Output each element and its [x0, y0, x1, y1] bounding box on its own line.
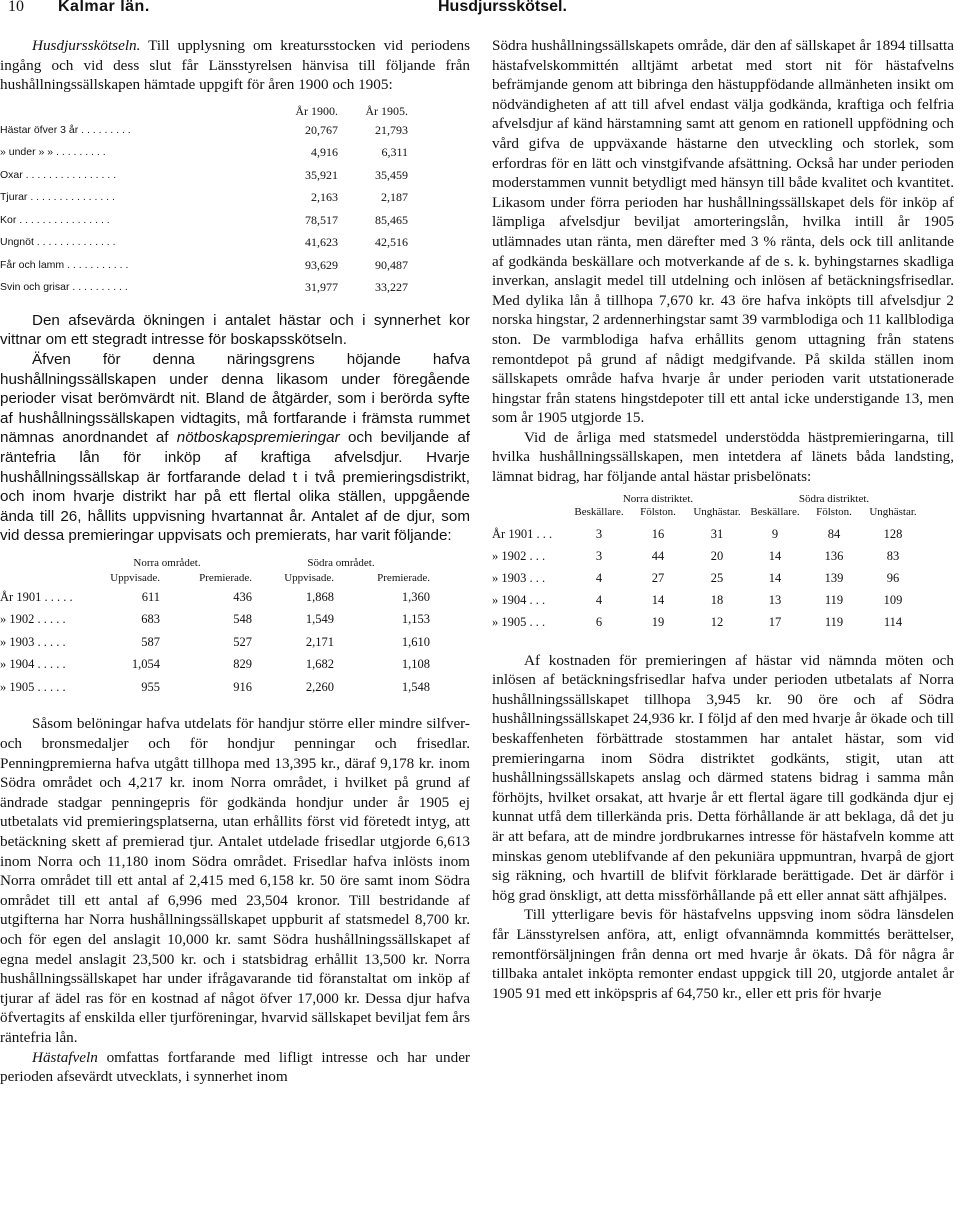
row-label: Kor . . . . . . . . . . . . . . . .	[0, 213, 110, 226]
cell: 2,171	[305, 634, 334, 649]
paragraph-text: Till upplysning om kreatursstocken vid periodens ingång och vid dess slut får Länsstyrelsen hänvisa till följande från hushållningssällskapen hämtade uppgift för åren 1900 och 1905:	[0, 37, 470, 94]
row-label: Hästar öfver 3 år . . . . . . . . .	[0, 123, 131, 136]
column-header: År 1900.	[295, 103, 338, 118]
cell: 41,623	[305, 235, 338, 250]
column-header: Fölston.	[816, 505, 852, 518]
cell: 136	[824, 548, 844, 563]
cell: 83	[886, 548, 900, 563]
table-row	[0, 631, 470, 654]
paragraph: Af kostnaden för premieringen af hästar vid nämnda möten och inlösen af betäckningsfrisedlar hafva under perioden utbetalats af Norra hushållningssällskapet tillhopa 3,945 kr. 90 öre och af Södra hushållningssällskapet 24,936 kr. I följd af den med hvarje år ökade och till beskaffenheten förbättrade stostammen har antalet hästar, som vid premieringarna inom Södra distriktet godkänts, stigit, utan att hushållningssällskapets anslag och därmed statens bidrag i samma mån förhöjts, hvilket orsakat, att hvarje år ett flertal ägare till godkända djur ej kunnat utfå dem tillerkända pris. Detta förhållande är att beklaga, då det ju är att befara, att de mindre jordbrukarnes intresse för hästafveln komme att minskas genom uteblifvande af den pekuniära uppmuntran, hvarpå de gjort sig räkning, och hvartill de blifvit förklarade berättigade. Det är därför i hög grad önskligt, att detta missförhållande på ett eller annat sätt afhjälpes.	[492, 651, 954, 904]
column-header: Fölston.	[640, 505, 676, 518]
cell: 1,360	[401, 589, 430, 604]
cell: 16	[651, 526, 665, 541]
table-row	[0, 276, 470, 299]
cell: 85,465	[375, 212, 408, 227]
cell: 2,187	[381, 190, 408, 205]
table-row	[0, 231, 470, 254]
cell: 13	[768, 592, 782, 607]
row-label: » under » » . . . . . . . . .	[0, 146, 106, 159]
column-group-header: Södra området.	[307, 556, 375, 569]
column-header: Beskällare.	[750, 505, 800, 518]
row-label: År 1901 . . . . .	[0, 589, 73, 604]
cell: 955	[141, 679, 160, 694]
table-row	[0, 653, 470, 676]
cell: 916	[233, 679, 252, 694]
table-row	[0, 186, 470, 209]
cell: 35,921	[305, 167, 338, 182]
horse-premiering-table	[492, 493, 954, 633]
cell: 119	[824, 592, 844, 607]
cell: 17	[768, 614, 782, 629]
cell: 587	[141, 634, 160, 649]
cell: 14	[651, 592, 665, 607]
cell: 84	[827, 526, 841, 541]
table-row	[0, 254, 470, 277]
livestock-table	[0, 103, 470, 299]
cell: 548	[233, 612, 252, 627]
cell: 2,163	[311, 190, 338, 205]
row-label: Får och lamm . . . . . . . . . . .	[0, 258, 129, 271]
cell: 12	[710, 614, 724, 629]
cell: 44	[651, 548, 665, 563]
cell: 93,629	[305, 257, 338, 272]
table-row	[492, 523, 954, 545]
row-label: » 1903 . . . . .	[0, 634, 66, 649]
cell: 1,610	[401, 634, 430, 649]
table-row	[0, 164, 470, 187]
cell: 683	[141, 612, 160, 627]
row-label: » 1902 . . . . .	[0, 612, 66, 627]
cell: 829	[233, 657, 252, 672]
table-row	[492, 589, 954, 611]
paragraph: Vid de årliga med statsmedel understödda hästpremieringarna, till hvilka hushållningssällskapen, men intetdera af länets båda landsting, lämnat bidrag, har följande antal hästar prisbelönats:	[492, 428, 954, 486]
row-label: » 1902 . . .	[492, 548, 546, 563]
paragraph-text: omfattas fortfarande med lifligt intresse och har under perioden afsevärdt utvecklats, i synnerhet inom	[0, 1048, 470, 1086]
cell: 31	[710, 526, 724, 541]
cell: 9	[771, 526, 779, 541]
page-number: 10	[8, 0, 24, 15]
row-label: Oxar . . . . . . . . . . . . . . . .	[0, 168, 117, 181]
column-header: Premierade.	[377, 571, 430, 584]
cell: 25	[710, 570, 724, 585]
column-header: Unghästar.	[869, 505, 917, 518]
cell: 33,227	[375, 280, 408, 295]
paragraph: Till ytterligare bevis för hästafvelns uppsving inom södra länsdelen får Länsstyrelsen anföra, att, enligt ofvannämnda kommittés berättelser, remontförsäljningen från denna ort med hvarje år ökats. Då för några år tillbaka antalet inköpta remonter endast uppgick till 20, utgjorde antalet år 1905 91 med ett inköpspris af 64,750 kr., eller ett pris för hvarje	[492, 906, 954, 1002]
column-header: Uppvisade.	[284, 571, 334, 584]
left-column	[0, 36, 470, 1087]
cell: 128	[883, 526, 903, 541]
cell: 4	[595, 592, 603, 607]
cell: 1,108	[401, 657, 430, 672]
row-label: Svin och grisar . . . . . . . . . .	[0, 281, 128, 294]
table-row	[492, 611, 954, 633]
cell: 1,054	[131, 657, 160, 672]
paragraph	[0, 350, 470, 546]
emphasis: nötboskapspremieringar	[176, 429, 340, 447]
cell: 436	[233, 589, 252, 604]
cell: 109	[883, 592, 903, 607]
row-label: » 1904 . . .	[492, 592, 546, 607]
table-row	[0, 676, 470, 699]
row-label: Ungnöt . . . . . . . . . . . . . .	[0, 236, 116, 249]
cell: 35,459	[375, 167, 408, 182]
column-group-header: Södra distriktet.	[798, 492, 870, 505]
table-row	[0, 586, 470, 609]
paragraph	[0, 1048, 470, 1087]
right-column	[492, 36, 954, 1003]
row-label: » 1903 . . .	[492, 570, 546, 585]
table-row	[492, 567, 954, 589]
table-group-header	[492, 493, 954, 506]
running-head-left: Kalmar län.	[58, 0, 150, 15]
cell: 4	[595, 570, 603, 585]
column-header: Premierade.	[199, 571, 252, 584]
paragraph-text: och beviljande af räntefria lån för inköp af kraftiga afvelsdjur. Hvarje hushållningssällskap är fortfarande delad t i två premieringsdistrikt, och inom hvarje distrikt har på ett flertal olika ställen, uppgående ända till 26, hållits uppvisning hvartannat år. Antalet af de djur, som vid dessa premieringar uppvisats och premierats, har varit följande:	[0, 429, 470, 545]
cell: 1,868	[305, 589, 334, 604]
section-title: Husdjursskötseln.	[32, 37, 141, 54]
cell: 6,311	[381, 145, 408, 160]
cell: 90,487	[375, 257, 408, 272]
row-label: Tjurar . . . . . . . . . . . . . . .	[0, 191, 115, 204]
cell: 78,517	[305, 212, 338, 227]
cell: 20	[710, 548, 724, 563]
cell: 31,977	[305, 280, 338, 295]
row-label: År 1901 . . .	[492, 526, 553, 541]
table-group-header	[0, 556, 470, 571]
cell: 611	[141, 589, 160, 604]
cell: 96	[886, 570, 900, 585]
row-label: » 1905 . . . . .	[0, 679, 66, 694]
paragraph-text: Äfven för denna näringsgrens höjande hafva hushållningssällskapen under denna likasom under föregående perioder visat berömvärdt nit. Bland de åtgärder, som i berörda syfte af hushållningssällskapen vidtagits, må fortfarande i främsta rummet nämnas anordnandet af	[0, 350, 470, 447]
column-group-header: Norra distriktet.	[622, 492, 694, 505]
cell: 20,767	[305, 122, 338, 137]
cell: 18	[710, 592, 724, 607]
page-header	[0, 0, 960, 24]
cell: 3	[595, 548, 603, 563]
paragraph: Den afsevärda ökningen i antalet hästar och i synnerhet kor vittnar om ett stegradt intresse för boskapsskötseln.	[0, 311, 470, 349]
cell: 27	[651, 570, 665, 585]
cell: 2,260	[305, 679, 334, 694]
cell: 21,793	[375, 122, 408, 137]
table-header	[492, 506, 954, 519]
column-header: Beskällare.	[574, 505, 624, 518]
column-group-header: Norra området.	[133, 556, 201, 569]
cell: 19	[651, 614, 665, 629]
paragraph: Såsom belöningar hafva utdelats för handjur större eller mindre silfver- och bronsmedaljer och för hondjur penningar och frisedlar. Penningpremierna hafva utgått tillhopa med 13,395 kr., däraf 9,178 kr. inom Södra området och 4,217 kr. inom Norra området, i hvilket på grund af ändrade stadgar penningepris för godkända hondjur under år 1905 ej utbetalats vid premieringsplatserna, utan erhållits först vid företedt intyg, att betäckning skett af premierad tjur. Antalet utdelade frisedlar utgjorde 6,613 inom Norra och 11,180 inom Södra området. Frisedlar hafva inlösts inom Norra området till ett antal af 2,415 med 6,158 kr. 50 öre samt inom Södra området till ett antal af 6,996 med 23,504 kronor. Till bestridande af utgifterna har Norra hushållningssällskapet uppburit af statsmedel 8,700 kr. och för egen del anslagit 10,000 kr. samt Södra hushållningssällskapet af egna medel anslagit 23,500 kr. och i statsbidrag erhållit 13,500 kr. Norra hushållningssällskapet har under ifrågavarande tid föranstaltat om inköp af tjurar af ädel ras för en kostnad af något öfver 17,000 kr. Dessa djur hafva öfvertagits af enskilda eller tjurföreningar, hvarvid sällskapet beviljat fem års räntefria lån.	[0, 715, 470, 1046]
column-header: Unghästar.	[693, 505, 741, 518]
cell: 14	[768, 548, 782, 563]
cell: 1,549	[305, 612, 334, 627]
cell: 527	[233, 634, 252, 649]
table-row	[492, 545, 954, 567]
cell: 3	[595, 526, 603, 541]
paragraph	[0, 36, 470, 95]
table-row	[0, 141, 470, 164]
row-label: » 1904 . . . . .	[0, 657, 66, 672]
table-row	[0, 209, 470, 232]
cell: 119	[824, 614, 844, 629]
cell: 139	[824, 570, 844, 585]
cell: 1,153	[401, 612, 430, 627]
table-row	[0, 119, 470, 142]
table-header	[0, 571, 470, 586]
cell: 114	[883, 614, 903, 629]
cell: 6	[595, 614, 603, 629]
cell: 42,516	[375, 235, 408, 250]
column-header: År 1905.	[365, 103, 408, 118]
cell: 14	[768, 570, 782, 585]
row-label: » 1905 . . .	[492, 614, 546, 629]
cattle-premiering-table	[0, 556, 470, 699]
column-header: Uppvisade.	[110, 571, 160, 584]
cell: 1,682	[305, 657, 334, 672]
cell: 1,548	[401, 679, 430, 694]
emphasis: Hästafveln	[32, 1048, 98, 1066]
cell: 4,916	[311, 145, 338, 160]
table-header	[0, 103, 470, 119]
table-row	[0, 608, 470, 631]
running-head-right: Husdjursskötsel.	[438, 0, 567, 15]
paragraph: Södra hushållningssällskapets område, där den af sällskapet år 1894 tillsatta hästafvelskommittén alltjämt arbetat med stort nit för hästafvelns befrämjande genom att bibringa den hästuppfödande allmänheten insikt om nödvändigheten af att till afvel endast välja godkända, kraftiga och felfria afvelsdjur af känd härstamning samt att genom en rationell uppfödning och vård gifva de uppväxande hästarne den utveckling och storlek, som erfordras för en lätt och vinstgifvande afsättning. Också har under perioden moderstammen vunnit betydligt med hänsyn till både kvalitet och kvantitet. Likasom under förra perioden har hushållningssällskapet dels för inköp af lämpliga afvelsdjur beviljat amorteringslån, hvilka intill år 1905 utlämnades utan ränta, men därefter med 3 % ränta, dels ock till anlitande af godkända beskällare och motverkande af de s. k. byhingstarnes skadliga inverkan, anslagit medel till utdelning och inlösen af betäckningsfrisedlar. Med dylika lån å tillhopa 7,670 kr. 43 öre hafva inköpts till afvelsdjur 2 norska hingstar, 2 ardennerhingstar samt 39 varmblodiga och 11 kallblodiga ston. De varmblodiga hafva erhållits genom uttagning från statens remontdepot på grund af nådigt medgifvande. På skilda ställen inom sällskapets område hafva hvarje år under perioden varit utstationerade hingstar från statens hingstdepoter till ett antal icke understigande 13, men som år 1905 utgjorde 15.	[492, 37, 954, 427]
